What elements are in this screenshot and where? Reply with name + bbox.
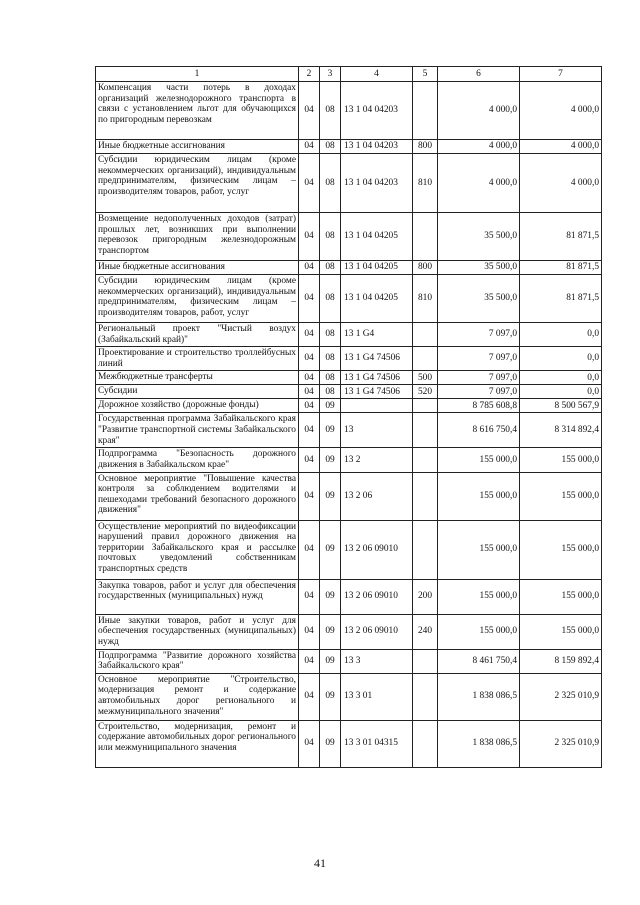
row-name-cell: Межбюджетные трансферты xyxy=(96,371,299,385)
table-row xyxy=(96,140,602,154)
target-article-cell: 13 3 01 04315 xyxy=(341,720,413,767)
expense-type-cell xyxy=(413,347,438,371)
subsection-code-cell: 09 xyxy=(320,413,341,448)
subsection-code-cell: 09 xyxy=(320,720,341,767)
amount-year-2-cell: 8 314 892,4 xyxy=(520,413,602,448)
subsection-code-cell: 09 xyxy=(320,448,341,472)
subsection-code-cell: 09 xyxy=(320,649,341,673)
subsection-code-cell: 08 xyxy=(320,82,341,140)
table-row xyxy=(96,371,602,385)
target-article-cell: 13 1 G4 74506 xyxy=(341,347,413,371)
row-name-cell: Государственная программа Забайкальского края "Развитие транспортной системы Забайкальского края" xyxy=(96,413,299,448)
amount-year-2-cell: 0,0 xyxy=(520,385,602,399)
target-article-cell: 13 3 01 xyxy=(341,673,413,720)
subsection-code-cell: 08 xyxy=(320,371,341,385)
row-name-cell: Иные бюджетные ассигнования xyxy=(96,140,299,154)
section-code-cell: 04 xyxy=(299,399,320,413)
target-article-cell: 13 1 G4 xyxy=(341,323,413,347)
row-name-cell: Подпрограмма "Развитие дорожного хозяйства Забайкальского края" xyxy=(96,649,299,673)
amount-year-2-cell: 4 000,0 xyxy=(520,154,602,213)
row-name-cell: Дорожное хозяйство (дорожные фонды) xyxy=(96,399,299,413)
table-row xyxy=(96,213,602,261)
subsection-code-cell: 09 xyxy=(320,614,341,649)
column-header-1: 1 xyxy=(96,67,299,82)
row-name-cell: Возмещение недополученных доходов (затрат) прошлых лет, возникших при выполнении перевозок пригородным железнодорожным транспортом xyxy=(96,213,299,261)
expense-type-cell: 810 xyxy=(413,275,438,323)
row-name-cell: Региональный проект "Чистый воздух (Забайкальский край)" xyxy=(96,323,299,347)
target-article-cell: 13 1 04 04205 xyxy=(341,213,413,261)
subsection-code-cell: 09 xyxy=(320,673,341,720)
subsection-code-cell: 08 xyxy=(320,140,341,154)
expense-type-cell xyxy=(413,520,438,579)
amount-year-1-cell: 7 097,0 xyxy=(438,323,520,347)
budget-table xyxy=(95,66,602,768)
target-article-cell: 13 2 xyxy=(341,448,413,472)
expense-type-cell: 200 xyxy=(413,579,438,614)
subsection-code-cell: 08 xyxy=(320,323,341,347)
subsection-code-cell: 09 xyxy=(320,472,341,520)
row-name-cell: Закупка товаров, работ и услуг для обеспечения государственных (муниципальных) нужд xyxy=(96,579,299,614)
table-row xyxy=(96,399,602,413)
amount-year-1-cell: 7 097,0 xyxy=(438,385,520,399)
amount-year-1-cell: 1 838 086,5 xyxy=(438,673,520,720)
table-row xyxy=(96,413,602,448)
target-article-cell: 13 1 04 04205 xyxy=(341,261,413,275)
table-row xyxy=(96,520,602,579)
section-code-cell: 04 xyxy=(299,520,320,579)
amount-year-2-cell: 81 871,5 xyxy=(520,261,602,275)
target-article-cell: 13 1 G4 74506 xyxy=(341,385,413,399)
amount-year-1-cell: 8 461 750,4 xyxy=(438,649,520,673)
subsection-code-cell: 09 xyxy=(320,579,341,614)
amount-year-1-cell: 35 500,0 xyxy=(438,261,520,275)
amount-year-1-cell: 1 838 086,5 xyxy=(438,720,520,767)
amount-year-2-cell: 4 000,0 xyxy=(520,82,602,140)
table-row xyxy=(96,448,602,472)
amount-year-1-cell: 4 000,0 xyxy=(438,140,520,154)
table-row xyxy=(96,472,602,520)
amount-year-2-cell: 81 871,5 xyxy=(520,213,602,261)
table-row xyxy=(96,673,602,720)
expense-type-cell xyxy=(413,213,438,261)
page-number: 41 xyxy=(314,856,326,870)
amount-year-2-cell: 2 325 010,9 xyxy=(520,720,602,767)
expense-type-cell xyxy=(413,673,438,720)
section-code-cell: 04 xyxy=(299,140,320,154)
expense-type-cell: 800 xyxy=(413,140,438,154)
table-row xyxy=(96,261,602,275)
amount-year-2-cell: 8 159 892,4 xyxy=(520,649,602,673)
subsection-code-cell: 09 xyxy=(320,399,341,413)
section-code-cell: 04 xyxy=(299,261,320,275)
amount-year-2-cell: 4 000,0 xyxy=(520,140,602,154)
section-code-cell: 04 xyxy=(299,385,320,399)
amount-year-1-cell: 4 000,0 xyxy=(438,154,520,213)
expense-type-cell xyxy=(413,448,438,472)
amount-year-2-cell: 0,0 xyxy=(520,323,602,347)
amount-year-1-cell: 7 097,0 xyxy=(438,371,520,385)
amount-year-2-cell: 0,0 xyxy=(520,371,602,385)
table-row xyxy=(96,385,602,399)
amount-year-2-cell: 155 000,0 xyxy=(520,520,602,579)
subsection-code-cell: 09 xyxy=(320,520,341,579)
amount-year-2-cell: 155 000,0 xyxy=(520,579,602,614)
expense-type-cell: 520 xyxy=(413,385,438,399)
table-body xyxy=(96,82,602,768)
amount-year-1-cell: 4 000,0 xyxy=(438,82,520,140)
row-name-cell: Строительство, модернизация, ремонт и содержание автомобильных дорог регионального или межмуниципального значения xyxy=(96,720,299,767)
row-name-cell: Субсидии xyxy=(96,385,299,399)
expense-type-cell xyxy=(413,399,438,413)
column-header-7: 7 xyxy=(520,67,602,82)
section-code-cell: 04 xyxy=(299,579,320,614)
table-row xyxy=(96,275,602,323)
target-article-cell: 13 2 06 xyxy=(341,472,413,520)
subsection-code-cell: 08 xyxy=(320,347,341,371)
row-name-cell: Субсидии юридическим лицам (кроме некоммерческих организаций), индивидуальным предпринимателям, физическим лицам – производителям товаров, работ, услуг xyxy=(96,275,299,323)
amount-year-1-cell: 155 000,0 xyxy=(438,520,520,579)
section-code-cell: 04 xyxy=(299,673,320,720)
column-header-5: 5 xyxy=(413,67,438,82)
subsection-code-cell: 08 xyxy=(320,261,341,275)
section-code-cell: 04 xyxy=(299,347,320,371)
amount-year-2-cell: 2 325 010,9 xyxy=(520,673,602,720)
amount-year-1-cell: 155 000,0 xyxy=(438,448,520,472)
section-code-cell: 04 xyxy=(299,154,320,213)
expense-type-cell: 800 xyxy=(413,261,438,275)
target-article-cell: 13 1 04 04203 xyxy=(341,154,413,213)
expense-type-cell xyxy=(413,323,438,347)
table-row xyxy=(96,649,602,673)
expense-type-cell: 500 xyxy=(413,371,438,385)
table-row xyxy=(96,82,602,140)
row-name-cell: Основное мероприятие "Строительство, модернизация ремонт и содержание автомобильных дорог регионального и межмуниципального значения" xyxy=(96,673,299,720)
amount-year-1-cell: 155 000,0 xyxy=(438,472,520,520)
column-header-4: 4 xyxy=(341,67,413,82)
section-code-cell: 04 xyxy=(299,413,320,448)
row-name-cell: Основное мероприятие "Повышение качества контроля за соблюдением водителями и пешеходами требований безопасного дорожного движения" xyxy=(96,472,299,520)
target-article-cell: 13 3 xyxy=(341,649,413,673)
row-name-cell: Субсидии юридическим лицам (кроме некоммерческих организаций), индивидуальным предпринимателям, физическим лицам – производителям товаров, работ, услуг xyxy=(96,154,299,213)
subsection-code-cell: 08 xyxy=(320,154,341,213)
section-code-cell: 04 xyxy=(299,472,320,520)
amount-year-2-cell: 81 871,5 xyxy=(520,275,602,323)
expense-type-cell: 810 xyxy=(413,154,438,213)
target-article-cell: 13 2 06 09010 xyxy=(341,579,413,614)
section-code-cell: 04 xyxy=(299,213,320,261)
target-article-cell: 13 xyxy=(341,413,413,448)
section-code-cell: 04 xyxy=(299,720,320,767)
column-header-3: 3 xyxy=(320,67,341,82)
row-name-cell: Осуществление мероприятий по видеофиксации нарушений правил дорожного движения на территории Забайкальского края и рассылке почтовых уведомлений собственникам транспортных средств xyxy=(96,520,299,579)
table-row xyxy=(96,347,602,371)
section-code-cell: 04 xyxy=(299,371,320,385)
section-code-cell: 04 xyxy=(299,448,320,472)
target-article-cell xyxy=(341,399,413,413)
target-article-cell: 13 1 04 04205 xyxy=(341,275,413,323)
table-row xyxy=(96,720,602,767)
row-name-cell: Компенсация части потерь в доходах организаций железнодорожного транспорта в связи с установлением льгот для обучающихся по пригородным перевозкам xyxy=(96,82,299,140)
column-header-2: 2 xyxy=(299,67,320,82)
expense-type-cell xyxy=(413,649,438,673)
section-code-cell: 04 xyxy=(299,614,320,649)
section-code-cell: 04 xyxy=(299,649,320,673)
amount-year-1-cell: 8 785 608,8 xyxy=(438,399,520,413)
section-code-cell: 04 xyxy=(299,82,320,140)
amount-year-2-cell: 8 500 567,9 xyxy=(520,399,602,413)
column-header-6: 6 xyxy=(438,67,520,82)
amount-year-1-cell: 7 097,0 xyxy=(438,347,520,371)
amount-year-2-cell: 155 000,0 xyxy=(520,472,602,520)
amount-year-2-cell: 0,0 xyxy=(520,347,602,371)
section-code-cell: 04 xyxy=(299,275,320,323)
subsection-code-cell: 08 xyxy=(320,275,341,323)
row-name-cell: Иные бюджетные ассигнования xyxy=(96,261,299,275)
expense-type-cell xyxy=(413,720,438,767)
amount-year-2-cell: 155 000,0 xyxy=(520,448,602,472)
row-name-cell: Иные закупки товаров, работ и услуг для обеспечения государственных (муниципальных) нужд xyxy=(96,614,299,649)
expense-type-cell: 240 xyxy=(413,614,438,649)
target-article-cell: 13 2 06 09010 xyxy=(341,520,413,579)
table-row xyxy=(96,154,602,213)
target-article-cell: 13 1 04 04203 xyxy=(341,140,413,154)
subsection-code-cell: 08 xyxy=(320,213,341,261)
target-article-cell: 13 2 06 09010 xyxy=(341,614,413,649)
target-article-cell: 13 1 04 04203 xyxy=(341,82,413,140)
expense-type-cell xyxy=(413,472,438,520)
amount-year-1-cell: 155 000,0 xyxy=(438,579,520,614)
amount-year-1-cell: 8 616 750,4 xyxy=(438,413,520,448)
target-article-cell: 13 1 G4 74506 xyxy=(341,371,413,385)
header-row xyxy=(96,67,602,82)
table-row xyxy=(96,579,602,614)
amount-year-1-cell: 155 000,0 xyxy=(438,614,520,649)
budget-table-container xyxy=(95,66,601,768)
section-code-cell: 04 xyxy=(299,323,320,347)
amount-year-1-cell: 35 500,0 xyxy=(438,213,520,261)
row-name-cell: Подпрограмма "Безопасность дорожного движения в Забайкальском крае" xyxy=(96,448,299,472)
table-row xyxy=(96,323,602,347)
subsection-code-cell: 08 xyxy=(320,385,341,399)
table-row xyxy=(96,614,602,649)
expense-type-cell xyxy=(413,413,438,448)
expense-type-cell xyxy=(413,82,438,140)
amount-year-2-cell: 155 000,0 xyxy=(520,614,602,649)
row-name-cell: Проектирование и строительство троллейбусных линий xyxy=(96,347,299,371)
amount-year-1-cell: 35 500,0 xyxy=(438,275,520,323)
